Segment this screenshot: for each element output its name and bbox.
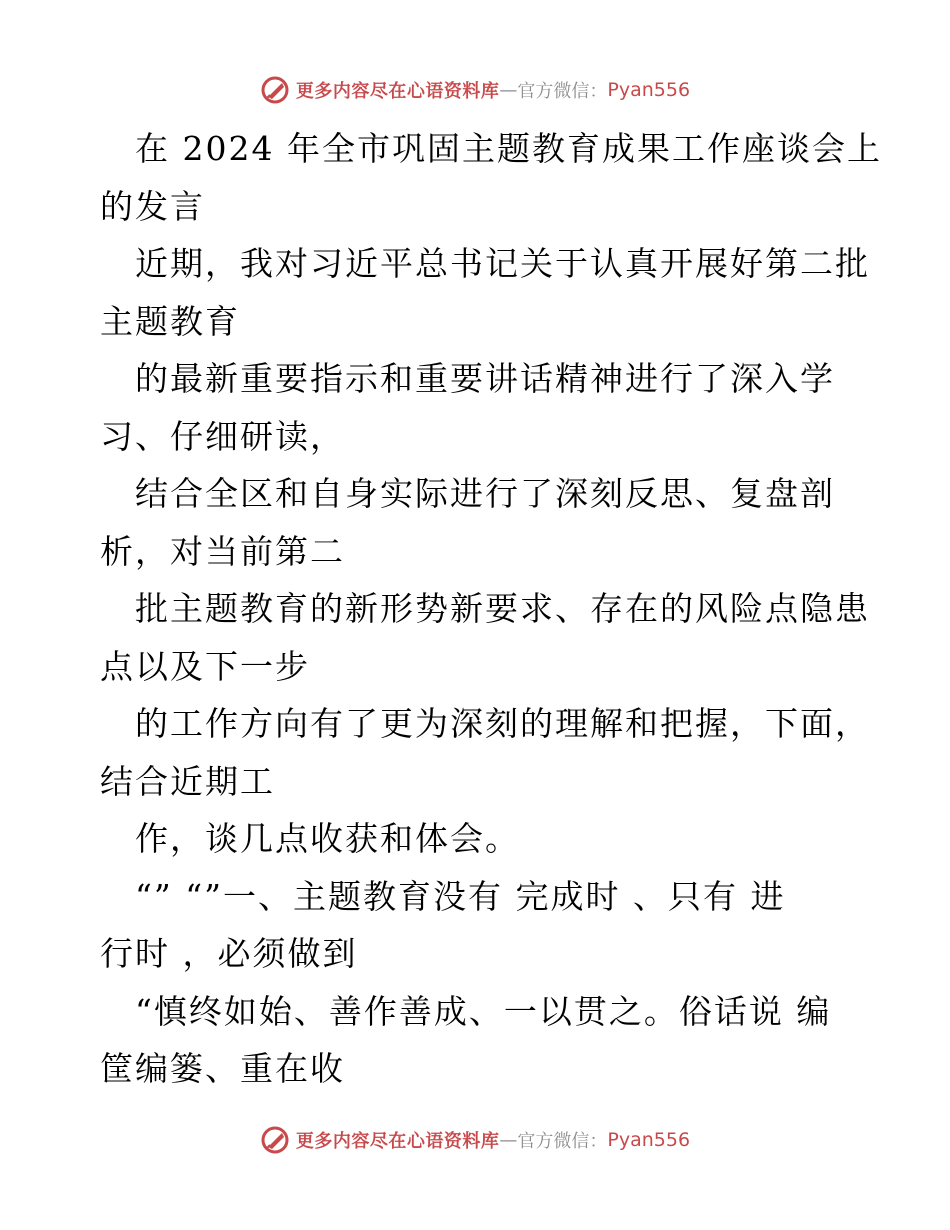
text-line: 作，谈几点收获和体会。 bbox=[135, 819, 520, 858]
text-line: 的发言 bbox=[100, 186, 205, 226]
text-line: 点以及下一步 bbox=[100, 646, 310, 686]
text-line: 行时 ，必须做到 bbox=[100, 934, 358, 973]
text-line: 筐编篓、重在收 bbox=[100, 1049, 345, 1088]
quill-logo-icon bbox=[260, 75, 290, 105]
text-line: 的工作方向有了更为深刻的理解和把握，下面， bbox=[135, 704, 870, 743]
banner-dash: — bbox=[499, 1129, 518, 1151]
text-line: 结合全区和自身实际进行了深刻反思、复盘剖 bbox=[135, 474, 835, 513]
text-line: 结合近期工 bbox=[100, 761, 275, 801]
quill-logo-icon bbox=[260, 1125, 290, 1155]
text-line: 批主题教育的新形势新要求、存在的风险点隐患 bbox=[135, 589, 870, 628]
text-line: 在 2024 年全市巩固主题教育成果工作座谈会上 bbox=[135, 129, 882, 168]
footer-banner bbox=[0, 1120, 950, 1160]
text-line: 析，对当前第二 bbox=[100, 531, 345, 571]
text-line: 主题教育 bbox=[100, 301, 240, 341]
text-line: 的最新重要指示和重要讲话精神进行了深入学 bbox=[135, 359, 835, 398]
banner-site-text: 更多内容尽在心语资料库 bbox=[295, 1131, 500, 1152]
banner-wechat-label: 官方微信： bbox=[517, 1131, 608, 1152]
banner-dash: — bbox=[499, 79, 518, 101]
text-line: 习、仔细研读， bbox=[100, 416, 345, 456]
banner-account: Pyan556 bbox=[607, 1129, 691, 1151]
banner-account: Pyan556 bbox=[607, 79, 691, 101]
header-banner bbox=[0, 70, 950, 110]
banner-site-text: 更多内容尽在心语资料库 bbox=[295, 81, 500, 102]
text-line: 近期，我对习近平总书记关于认真开展好第二批 bbox=[135, 244, 870, 283]
document-body bbox=[100, 120, 882, 1098]
banner-wechat-label: 官方微信： bbox=[517, 81, 608, 102]
text-line: “慎终如始、善作善成、一以贯之。俗话说 编 bbox=[135, 991, 832, 1031]
text-line: “” “”一、主题教育没有 完成时 、只有 进 bbox=[135, 876, 786, 916]
